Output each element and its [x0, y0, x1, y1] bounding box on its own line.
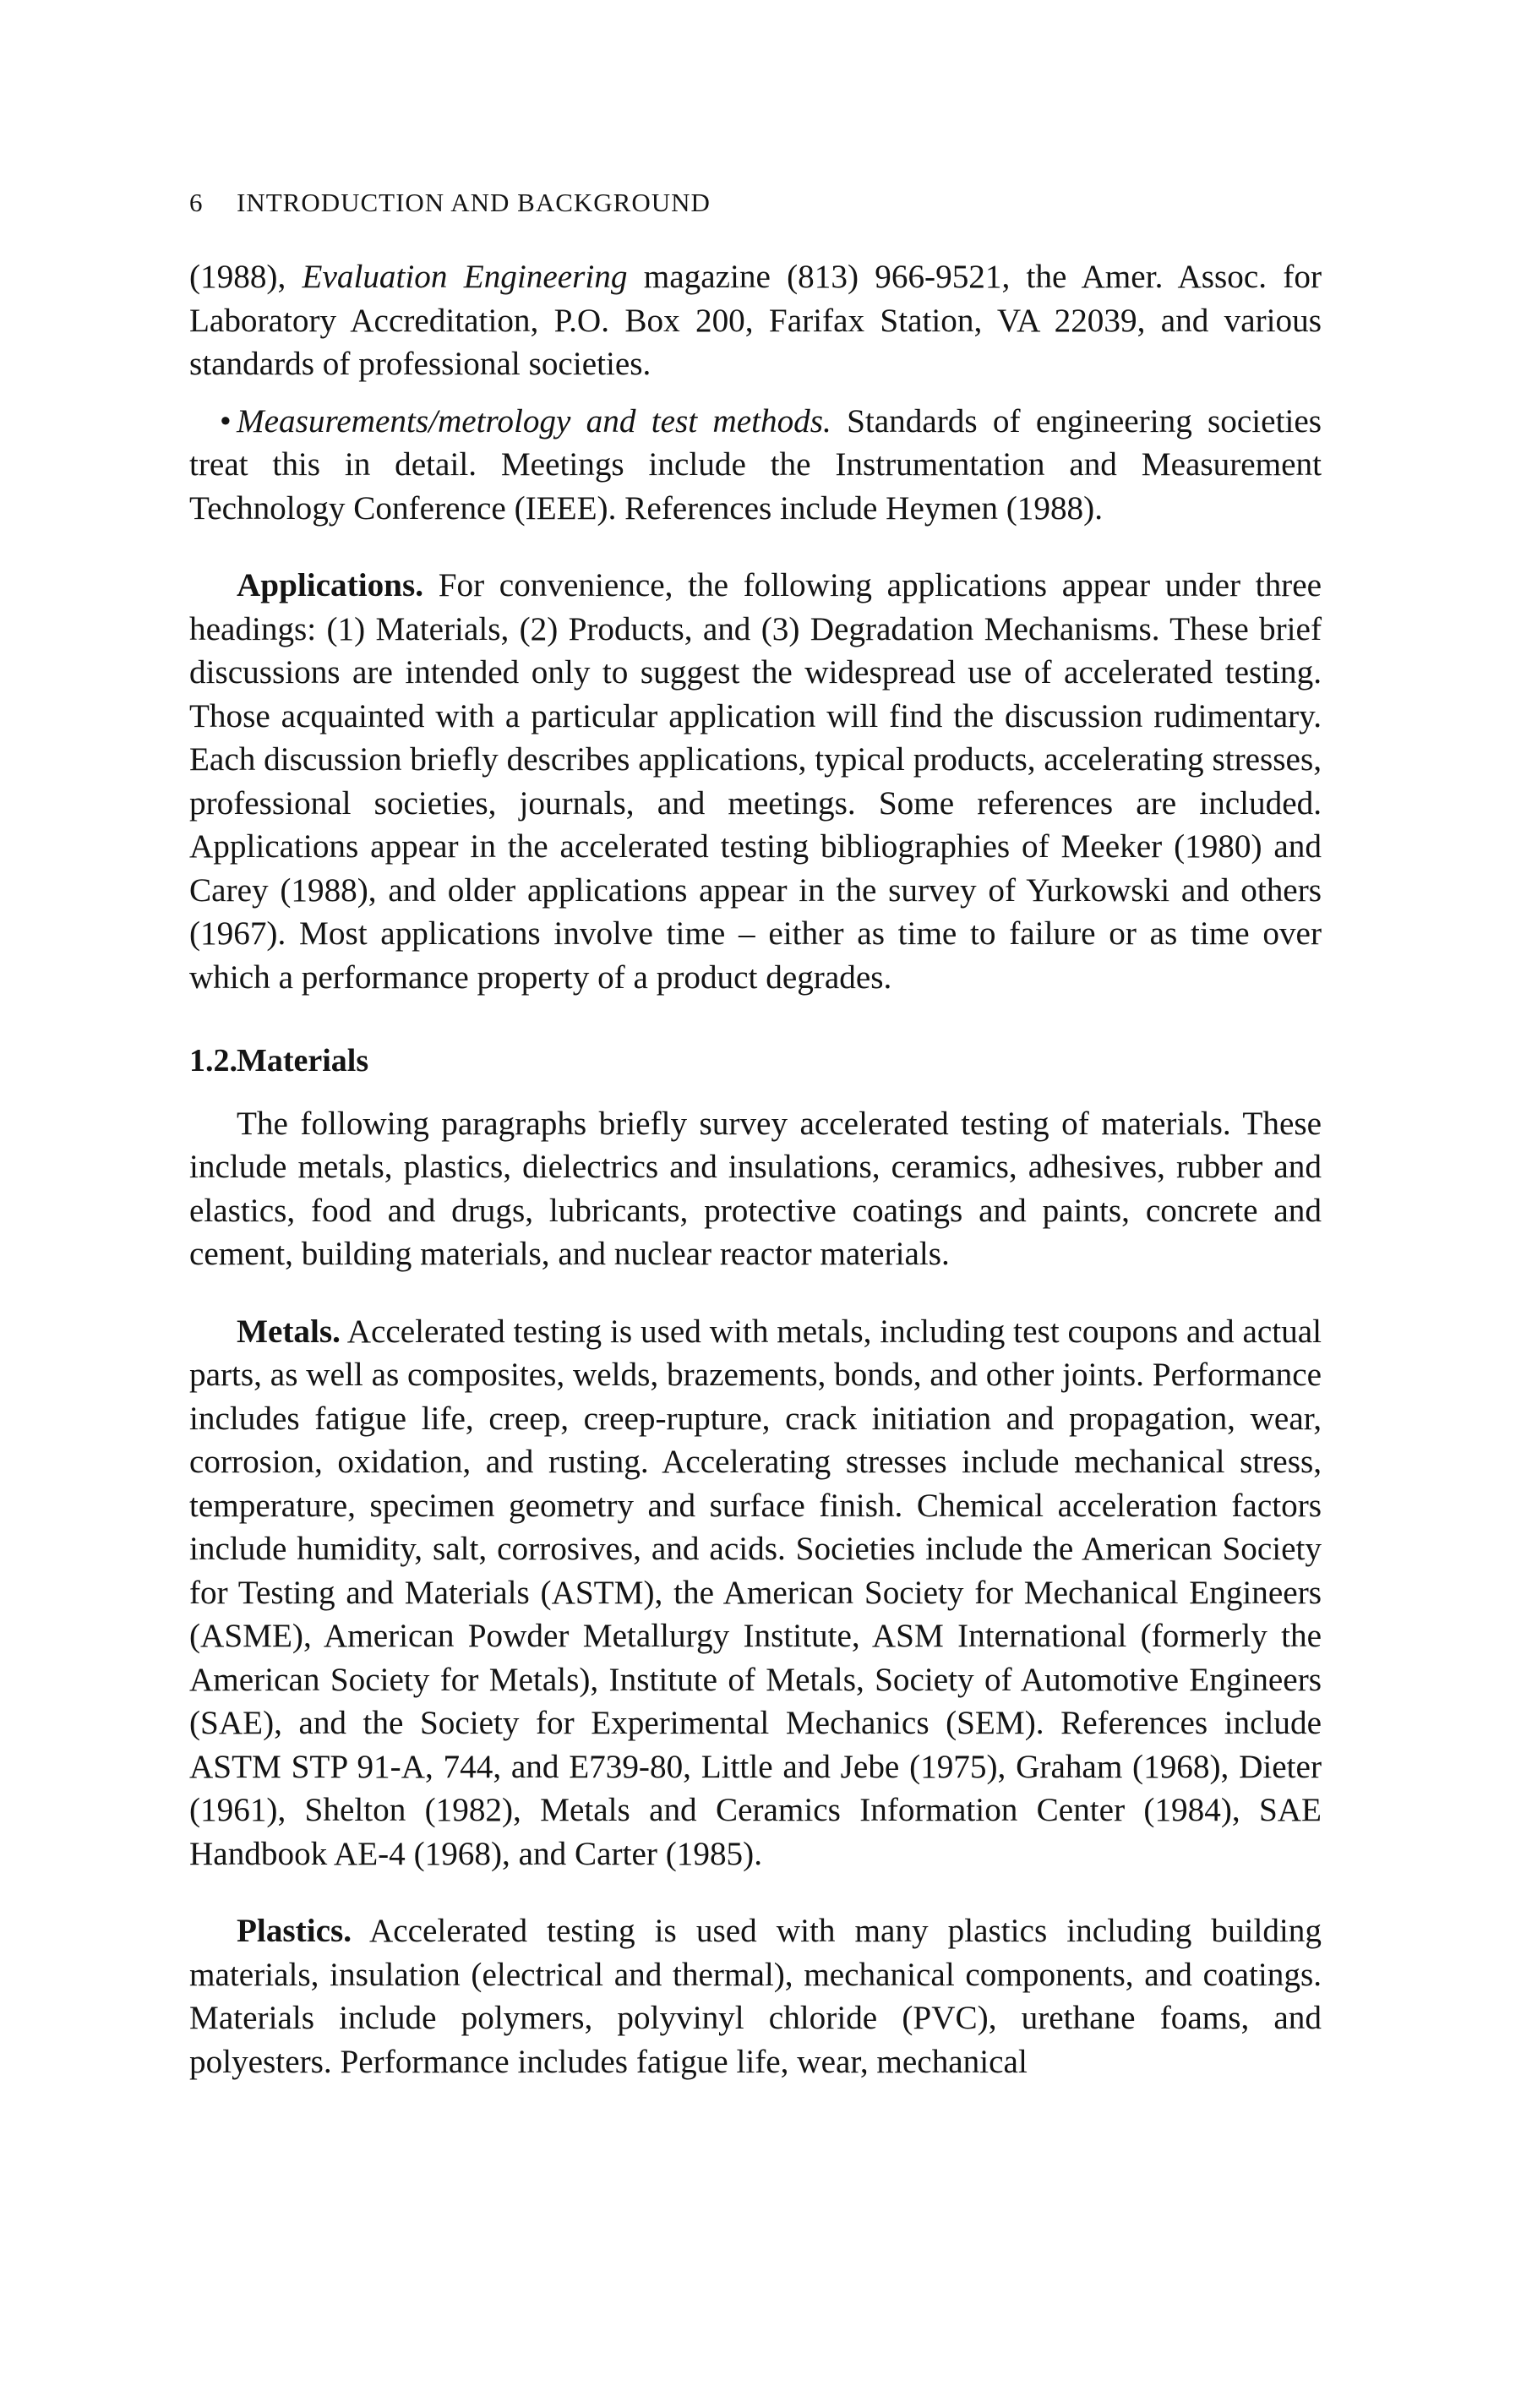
chapter-title: INTRODUCTION AND BACKGROUND [237, 188, 711, 217]
magazine-title: Evaluation Engineering [302, 259, 628, 295]
continued-paragraph: (1988), Evaluation Engineering magazine (813) 966-9521, the Amer. Assoc. for Laboratory Accreditation, P.O. Box 200, Farifax Station, VA 22039, and various standards of professional societies. [189, 259, 1322, 382]
body-text [189, 255, 1322, 2083]
metals-heading: Metals. [237, 1313, 341, 1350]
bullet-icon: • [220, 402, 232, 440]
materials-intro-paragraph: The following paragraphs briefly survey accelerated testing of materials. These include metals, plastics, dielectrics and insulations, ceramics, adhesives, rubber and elastics, food and drugs, lubricants, protective coatings and paints, concrete and cement, building materials, and nuclear reactor materials. [189, 1105, 1322, 1272]
bullet-measurements: • Measurements/metrology and test methods. Standards of engineering societies treat this in detail. Meetings include the Instrumentation and Measurement Technology Conference (IEEE). References include Heymen (1988). [189, 400, 1322, 531]
plastics-paragraph: Plastics. Accelerated testing is used with many plastics including building materials, insulation (electrical and thermal), mechanical components, and coatings. Materials include polymers, polyvinyl chloride (PVC), urethane foams, and polyesters. Performance includes fatigue life, wear, mechanical [189, 1913, 1322, 2080]
section-heading [189, 1040, 1322, 1084]
section-number: 1.2. [189, 1043, 237, 1078]
section-title: Materials [237, 1043, 369, 1078]
bullet-heading: Measurements/metrology and test methods. [237, 402, 831, 440]
plastics-heading: Plastics. [237, 1913, 352, 1949]
metals-paragraph: Metals. Accelerated testing is used with metals, including test coupons and actual parts, as well as composites, welds, brazements, bonds, and other joints. Performance includes fatigue life, creep, creep-rupture, crack initiation and propagation, wear, corrosion, oxidation, and rusting. Accelerating stresses include mechanical stress, temperature, specimen geometry and surface finish. Chemical acceleration factors include humidity, salt, corrosives, and acids. Societies include the American Society for Testing and Materials (ASTM), the American Society for Mechanical Engineers (ASME), American Powder Metallurgy Institute, ASM International (formerly the American Society for Metals), Institute of Metals, Society of Automotive Engineers (SAE), and the Society for Experimental Mechanics (SEM). References include ASTM STP 91-A, 744, and E739-80, Little and Jebe (1975), Graham (1968), Dieter (1961), Shelton (1982), Metals and Ceramics Information Center (1984), SAE Handbook AE-4 (1968), and Carter (1985). [189, 1313, 1322, 1872]
running-head [189, 188, 711, 218]
applications-paragraph: Applications. For convenience, the following applications appear under three headings: (1) Materials, (2) Products, and (3) Degradation Mechanisms. These brief discussions are intended only to suggest the widespread use of accelerated testing. Those acquainted with a particular application will find the discussion rudimentary. Each discussion briefly describes applications, typical products, accelerating stresses, professional societies, journals, and meetings. Some references are included. Applications appear in the accelerated testing bibliographies of Meeker (1980) and Carey (1988), and older applications appear in the survey of Yurkowski and others (1967). Most applications involve time – either as time to failure or as time over which a performance property of a product degrades. [189, 567, 1322, 996]
page-number: 6 [189, 188, 204, 217]
applications-heading: Applications. [237, 567, 424, 603]
